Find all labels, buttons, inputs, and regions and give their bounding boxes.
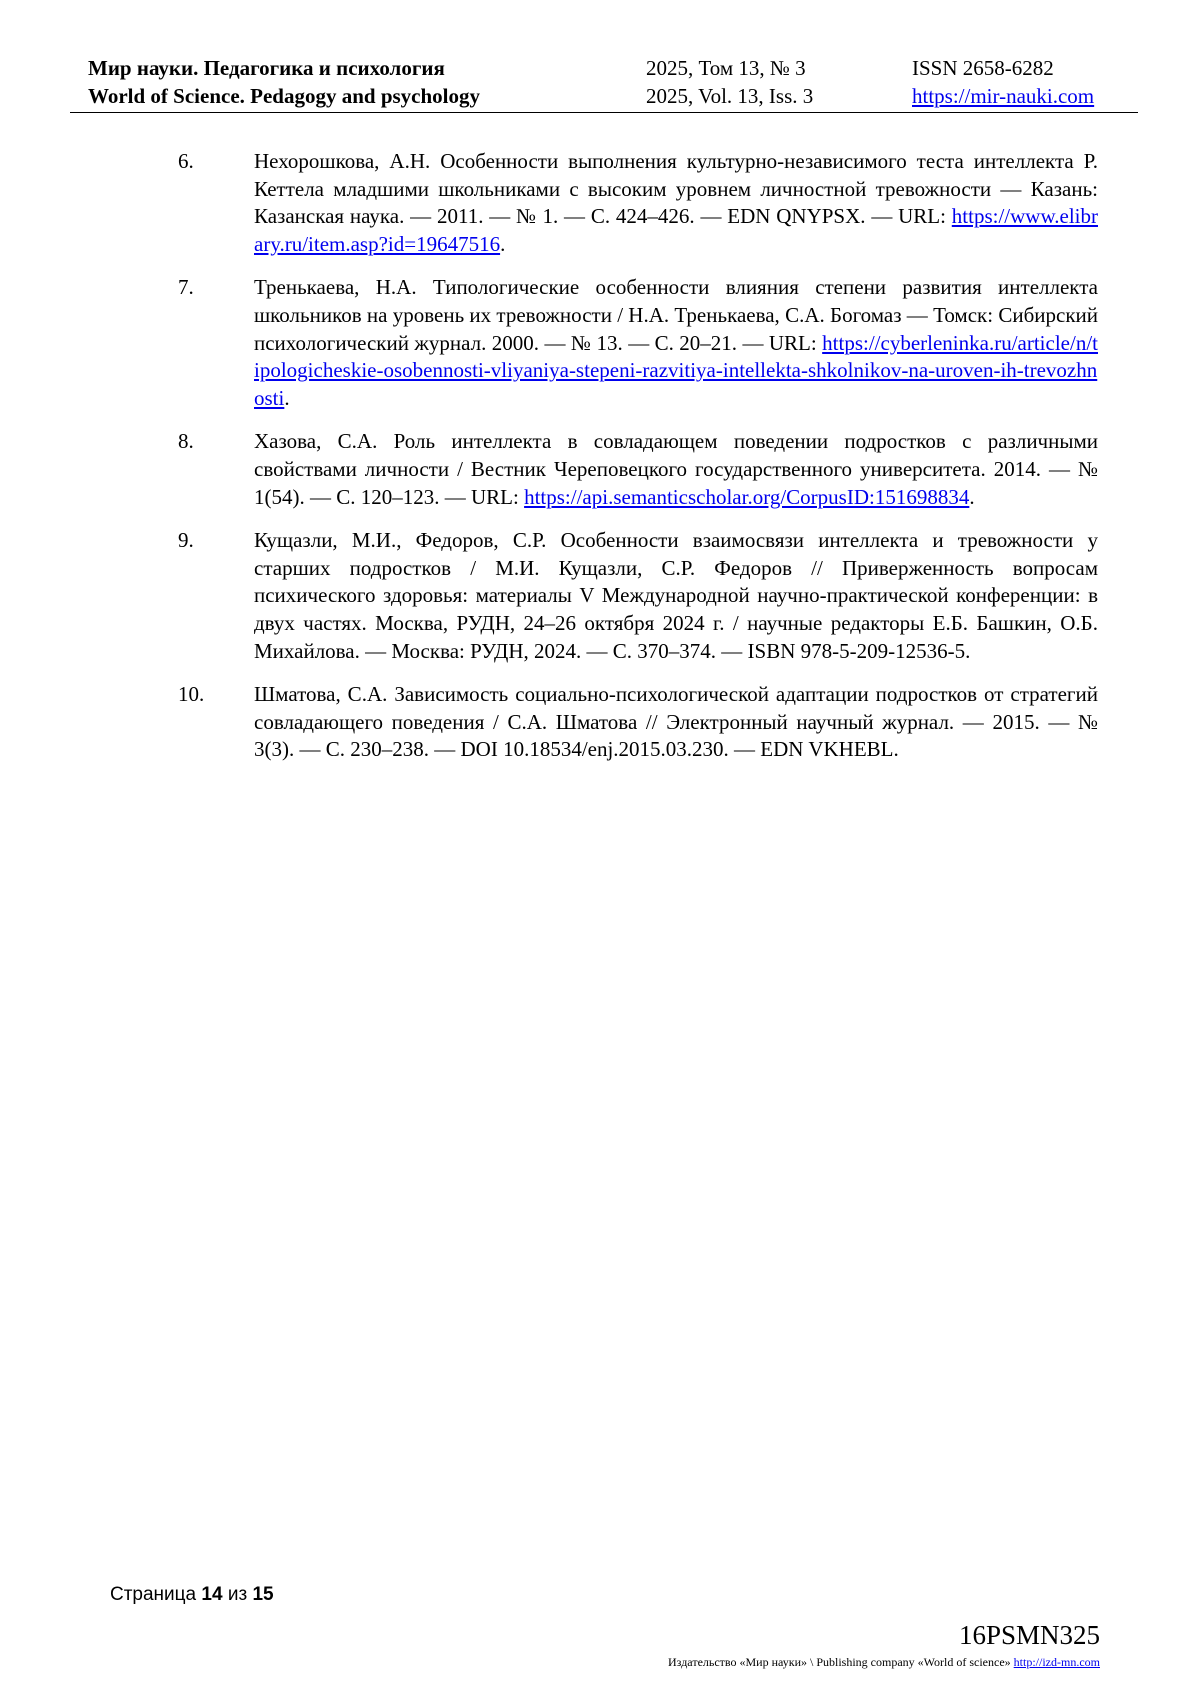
reference-text [254, 429, 1098, 508]
page-total: 15 [252, 1584, 274, 1605]
reference-text: Шматова, С.А. Зависимость социально-психологической адаптации подростков от стратегий совладающего поведения / С.А. Шматова // Электронный научный журнал. — 2015. — № 3(3). — С. 230–238. — DOI 10.18534/enj.2015.03.230. — EDN VKHEBL. [254, 682, 1098, 762]
reference-number: 7. [178, 275, 194, 300]
publisher-line [668, 1655, 1100, 1670]
reference-list [178, 148, 1098, 780]
publisher-link[interactable]: http://izd-mn.com [1013, 1655, 1100, 1669]
reference-link[interactable]: https://api.semanticscholar.org/CorpusID:151698834 [524, 484, 970, 509]
reference-number: 6. [178, 149, 194, 173]
issue-info-en: 2025, Vol. 13, Iss. 3 [646, 84, 814, 108]
running-header [70, 50, 1138, 113]
journal-site-link[interactable]: https://mir-nauki.com [912, 84, 1095, 108]
reference-number: 10. [178, 682, 205, 707]
reference-item [178, 274, 1098, 412]
reference-item [178, 148, 1098, 258]
reference-item [178, 681, 1098, 764]
page-of: из [227, 1584, 248, 1605]
reference-link[interactable]: https://www.elibrary.ru/item.asp?id=19647516 [254, 204, 1098, 256]
issn: ISSN 2658-6282 [912, 56, 1054, 80]
page-label: Страница [110, 1584, 197, 1605]
reference-end: . [284, 385, 290, 410]
journal-title-ru: Мир науки. Педагогика и психология [88, 56, 445, 80]
reference-text [254, 149, 1098, 256]
reference-item [178, 527, 1098, 665]
reference-body: Хазова, С.А. Роль интеллекта в совладающем поведении подростков с различными свойствами личности / Вестник Череповецкого государственного университета. 2014. — № 1(54). — С. 120–123. — URL: [254, 429, 1098, 509]
reference-number: 8. [178, 429, 194, 454]
reference-number: 9. [178, 528, 194, 553]
article-code: 16PSMN325 [958, 1620, 1100, 1650]
page-current: 14 [201, 1584, 223, 1605]
reference-text: Кущазли, М.И., Федоров, С.Р. Особенности взаимосвязи интеллекта и тревожности у старших подростков / М.И. Кущазли, С.Р. Федоров // Приверженность вопросам психического здоровья: материалы V Международной научно-практической конференции: в двух частях. Москва, РУДН, 24–26 октября 2024 г. / научные редакторы Е.Б. Башкин, О.Б. Михайлова. — Москва: РУДН, 2024. — С. 370–374. — ISBN 978-5-209-12536-5. [254, 528, 1098, 663]
reference-text [254, 275, 1098, 409]
reference-item [178, 428, 1098, 511]
reference-body: Тренькаева, Н.А. Типологические особенности влияния степени развития интеллекта школьников на уровень их тревожности / Н.А. Тренькаева, С.А. Богомаз — Томск: Сибирский психологический журнал. 2000. — № 13. — С. 20–21. — URL: [254, 275, 1098, 355]
reference-link[interactable]: https://cyberleninka.ru/article/n/tipologicheskie-osobennosti-vliyaniya-stepeni-razvitiya-intellekta-shkolnikov-na-uroven-ih-trevozhnosti [254, 330, 1098, 410]
journal-title-en: World of Science. Pedagogy and psychology [88, 84, 481, 108]
page-number [110, 1584, 274, 1606]
reference-body: Нехорошкова, А.Н. Особенности выполнения культурно-независимого теста интеллекта Р. Кеттела младшими школьниками с высоким уровнем личностной тревожности — Казань: Казанская наука. — 2011. — № 1. — С. 424–426. — EDN QNYPSX. — URL: [254, 149, 1098, 229]
reference-end: . [969, 484, 975, 509]
issue-info-ru: 2025, Том 13, № 3 [646, 56, 806, 80]
publisher-text: Издательство «Мир науки» \ Publishing company «World of science» [668, 1655, 1014, 1669]
reference-end: . [500, 231, 506, 256]
